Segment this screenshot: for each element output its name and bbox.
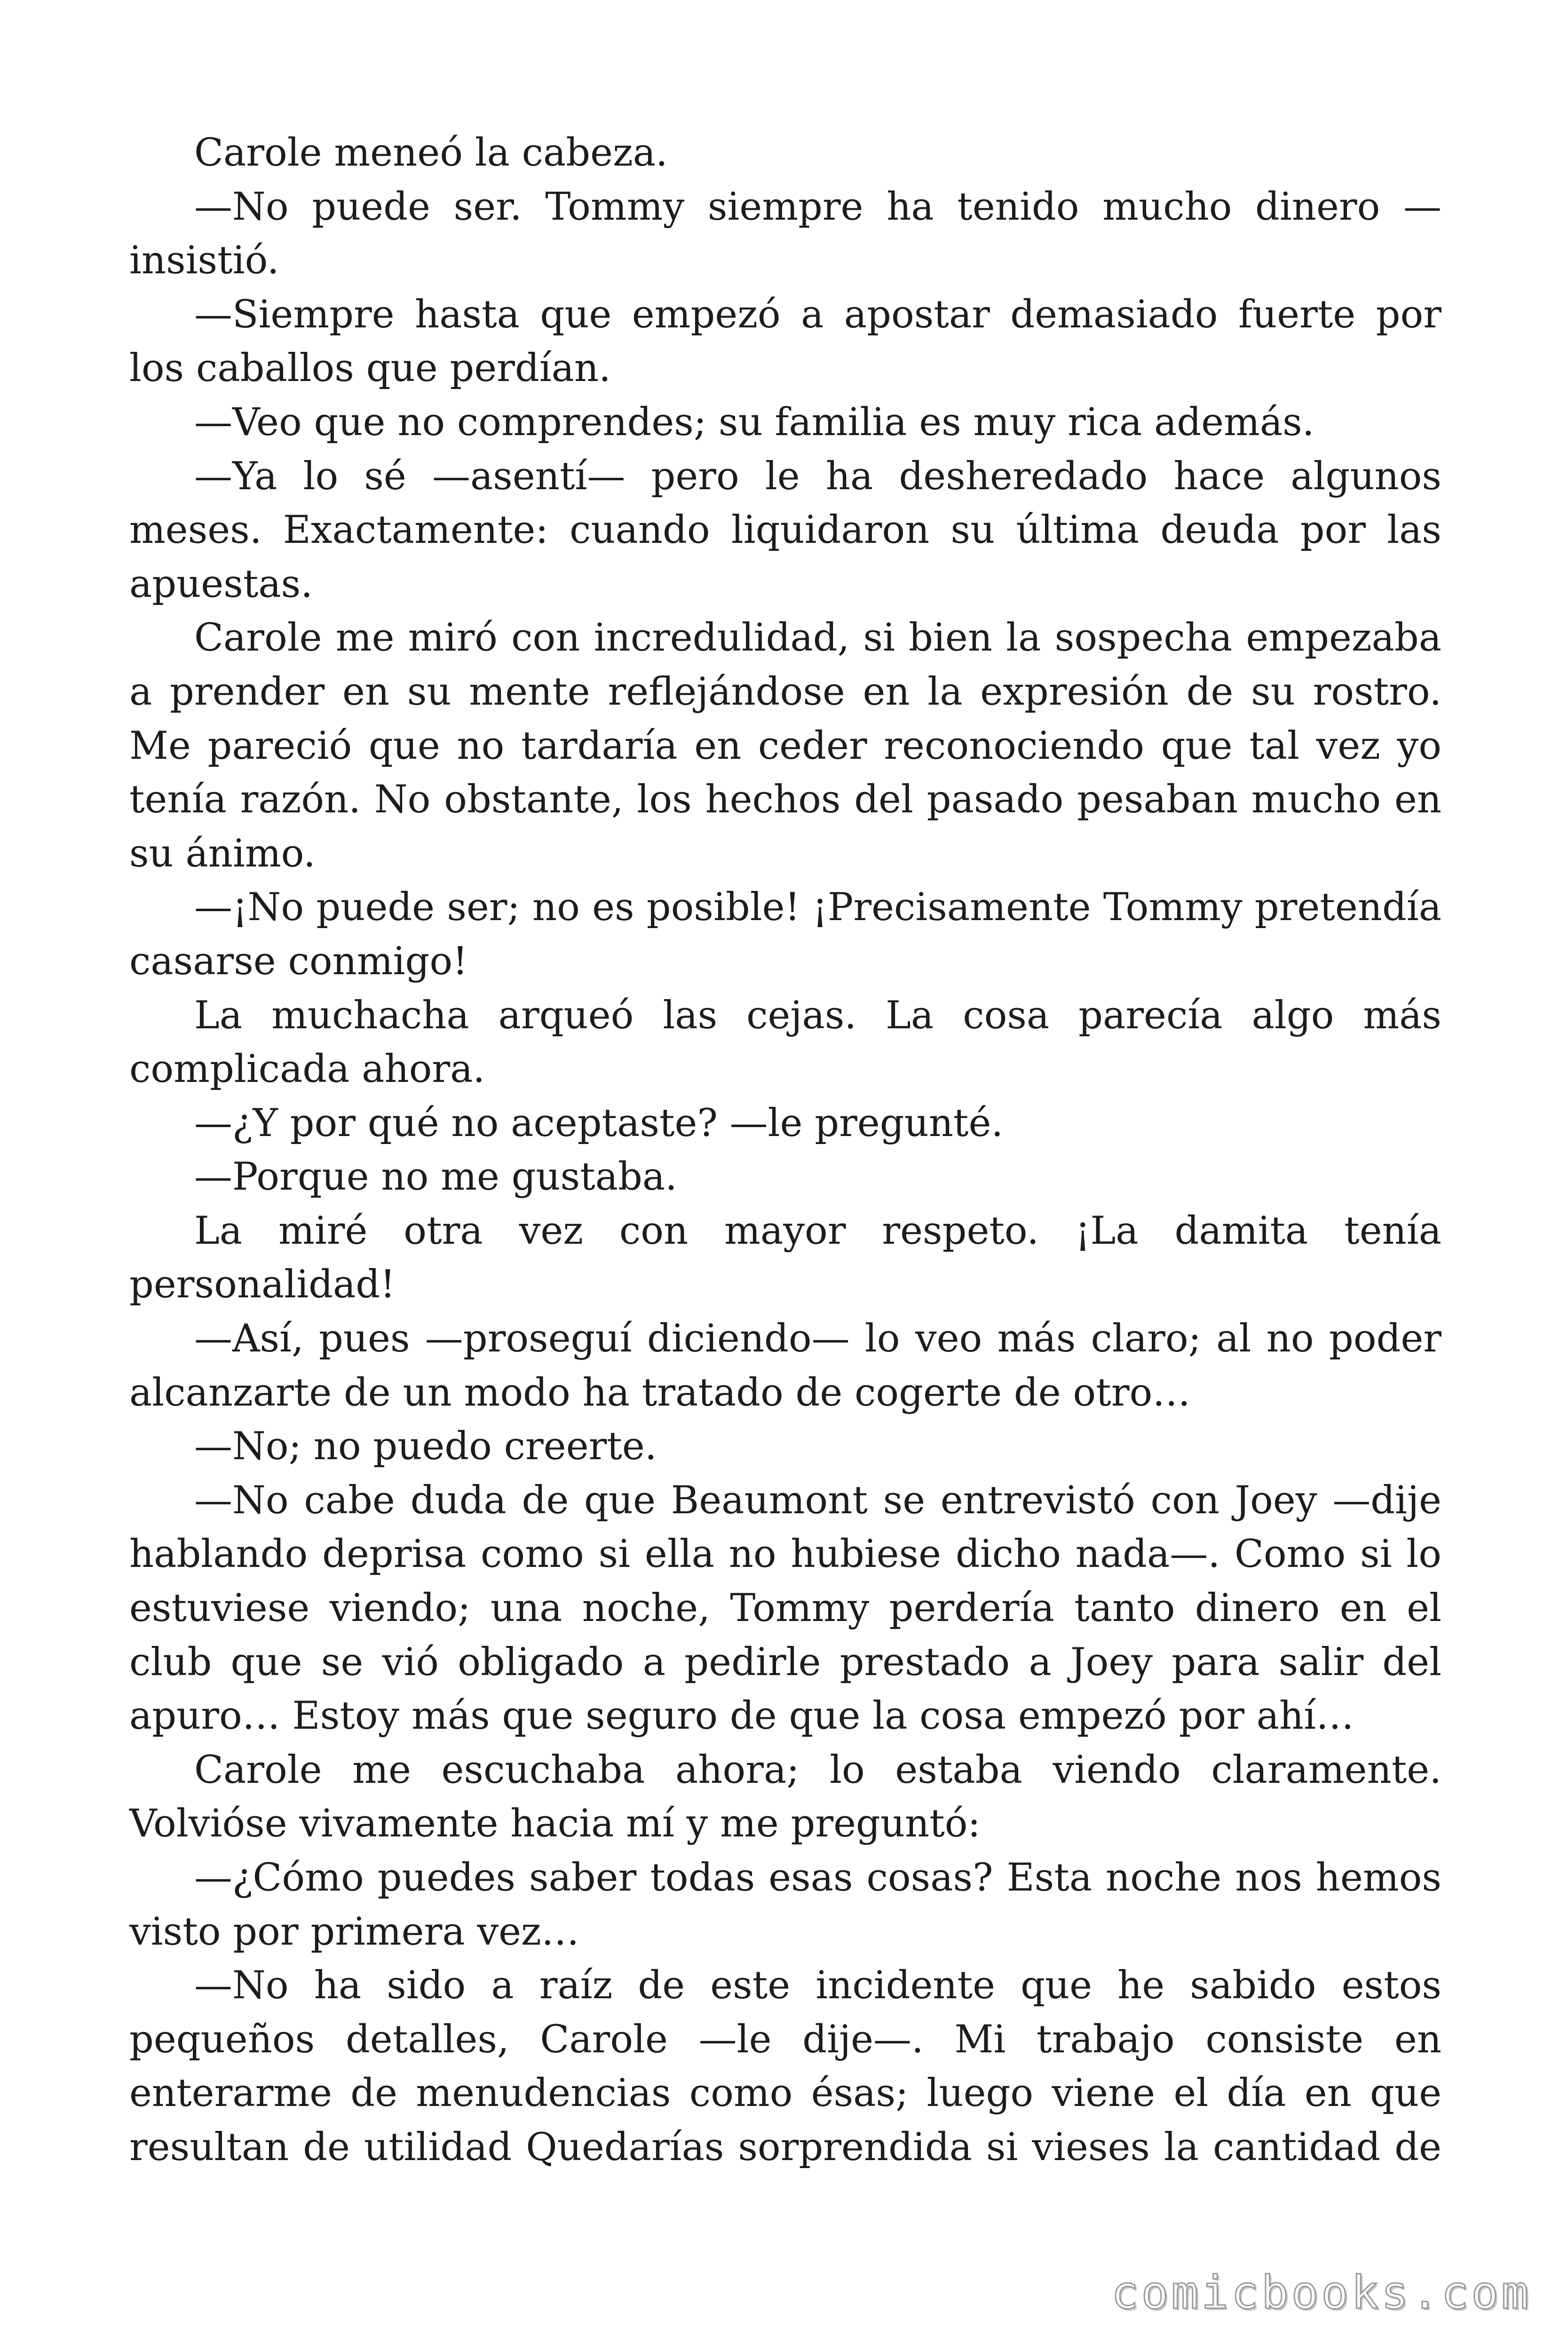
- paragraph: La muchacha arqueó las cejas. La cosa parecía algo más complicada ahora.: [129, 993, 1441, 1092]
- paragraph: —Así, pues —proseguí diciendo— lo veo más claro; al no poder alcanzarte de un modo ha tratado de cogerte de otro…: [129, 1317, 1441, 1415]
- paragraph: —¿Cómo puedes saber todas esas cosas? Esta noche nos hemos visto por primera vez…: [129, 1856, 1441, 1954]
- paragraph-continued: —No ha sido a raíz de este incidente que he sabido estos pequeños detalles, Carole —le dije—. Mi trabajo consiste en enterarme de menudencias como ésas; luego viene el día en que resultan de utilidad Quedarías sorprendida si vieses la cantidad de: [129, 1963, 1441, 2169]
- paragraph: Carole me miró con incredulidad, si bien la sospecha empezaba a prender en su mente reflejándose en la expresión de su rostro. Me pareció que no tardaría en ceder reconociendo que tal vez yo tenía razón. No obstante, los hechos del pasado pesaban mucho en su ánimo.: [129, 616, 1441, 876]
- paragraph: —No; no puedo creerte.: [194, 1424, 657, 1469]
- paragraph: —Veo que no comprendes; su familia es muy rica además.: [194, 400, 1315, 445]
- paragraph: Carole meneó la cabeza.: [194, 131, 668, 175]
- page-text: [129, 126, 1441, 2175]
- paragraph: —¡No puede ser; no es posible! ¡Precisamente Tommy pretendía casarse conmigo!: [129, 885, 1441, 984]
- paragraph: —¿Y por qué no aceptaste? —le pregunté.: [194, 1101, 1004, 1145]
- paragraph: —No puede ser. Tommy siempre ha tenido mucho dinero —insistió.: [129, 184, 1441, 283]
- paragraph: —Ya lo sé —asentí— pero le ha desheredado hace algunos meses. Exactamente: cuando liquidaron su última deuda por las apuestas.: [129, 454, 1441, 606]
- watermark: comicbooks.com: [1111, 2266, 1531, 2319]
- paragraph: —Siempre hasta que empezó a apostar demasiado fuerte por los caballos que perdían.: [129, 292, 1441, 391]
- paragraph: —No cabe duda de que Beaumont se entrevistó con Joey —dije hablando deprisa como si ella no hubiese dicho nada—. Como si lo estuviese viendo; una noche, Tommy perdería tanto dinero en el club que se vió obligado a pedirle prestado a Joey para salir del apuro… Estoy más que seguro de que la cosa empezó por ahí…: [129, 1478, 1441, 1739]
- paragraph: Carole me escuchaba ahora; lo estaba viendo claramente. Volvióse vivamente hacia mí y me preguntó:: [129, 1748, 1441, 1846]
- paragraph: —Porque no me gustaba.: [194, 1155, 677, 1200]
- paragraph: La miré otra vez con mayor respeto. ¡La damita tenía personalidad!: [129, 1208, 1441, 1307]
